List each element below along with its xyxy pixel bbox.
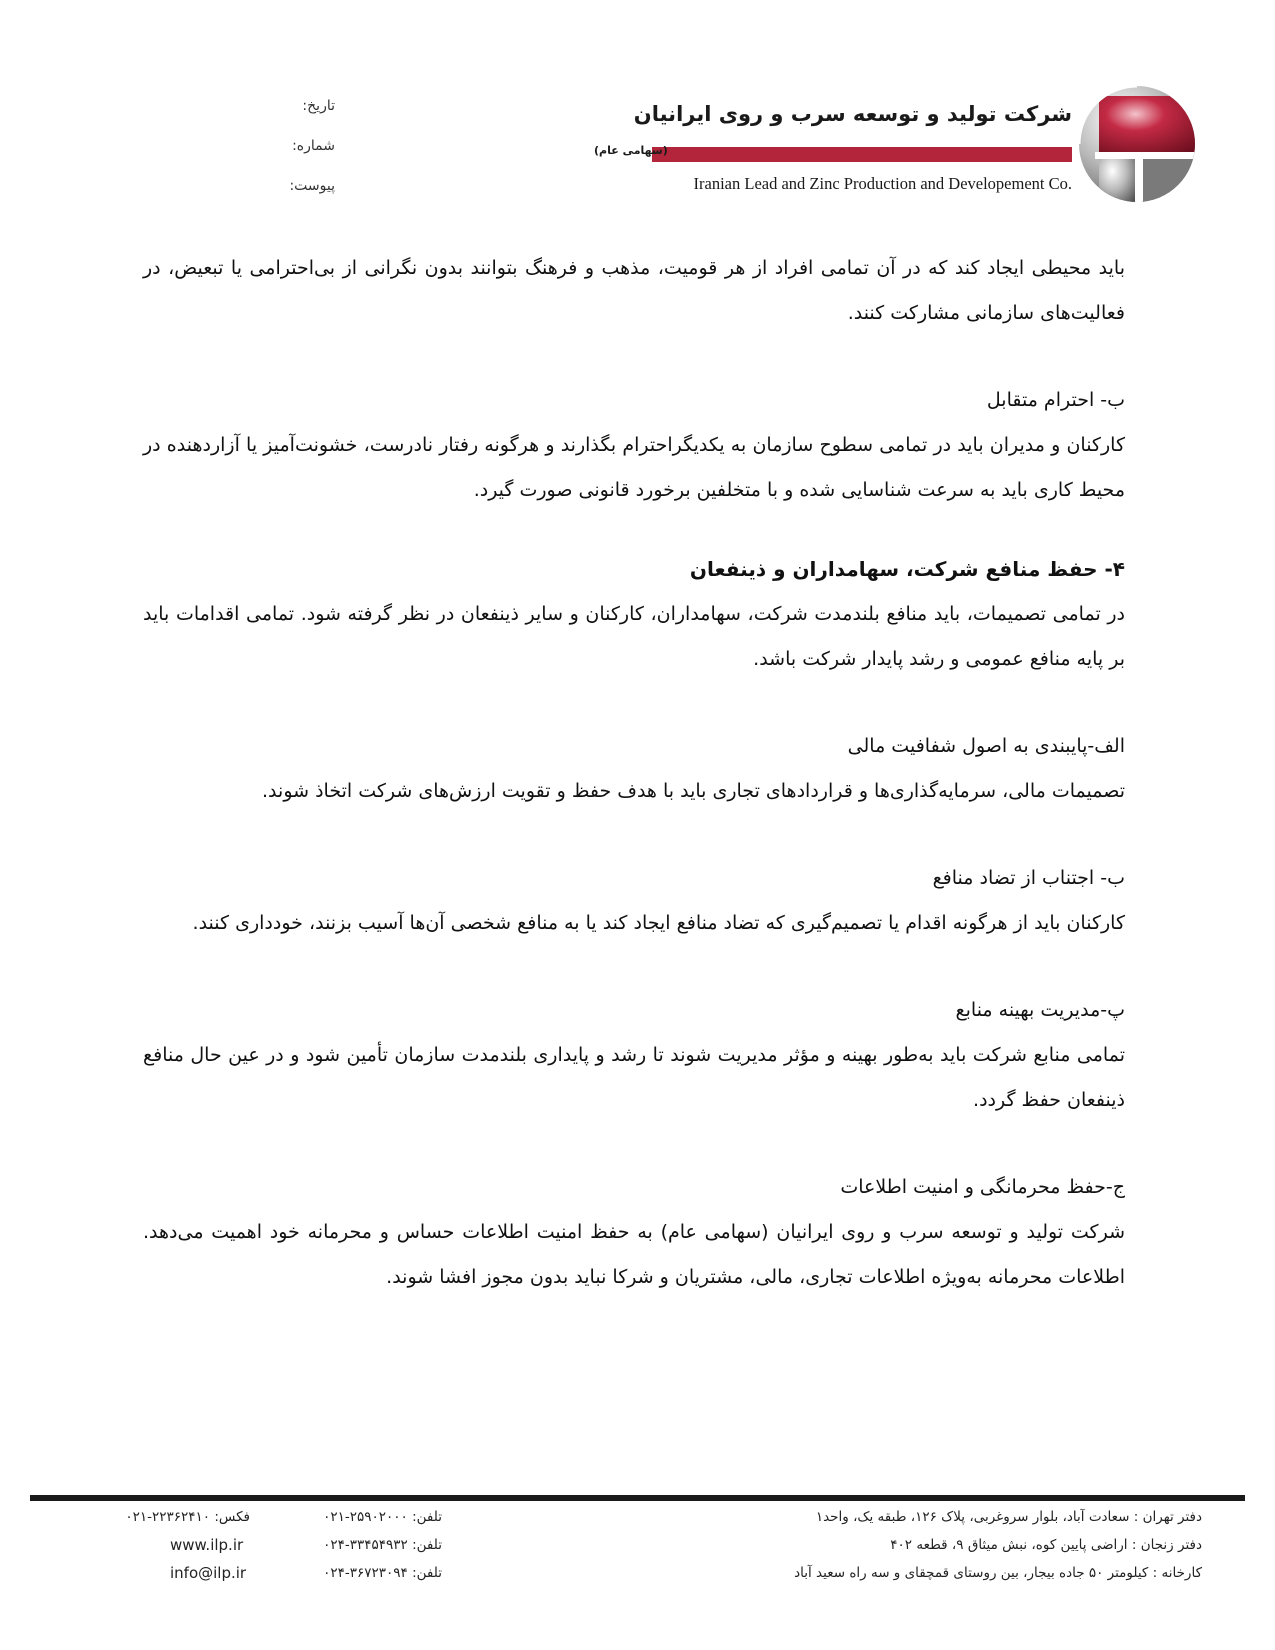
- phone-factory: ۰۲۴-۳۶۷۲۳۰۹۴: [323, 1565, 408, 1581]
- section-4-title: ۴- حفظ منافع شرکت، سهامداران و ذینفعان: [689, 557, 1125, 581]
- footer-addresses: [794, 1503, 1202, 1587]
- letter-meta: [245, 96, 335, 216]
- phone-label: تلفن:: [412, 1537, 442, 1553]
- number-label: شماره:: [292, 138, 335, 154]
- resource-management-text: تمامی منابع شرکت باید به‌طور بهینه و مؤثر مدیریت شوند تا رشد و پایداری بلندمدت سازمان تأمین شود و در عین حال منافع ذینفعان حفظ گردد.: [143, 1044, 1125, 1111]
- brand-red-bar: [652, 147, 1072, 162]
- document-body: [143, 246, 1125, 1300]
- email-link[interactable]: info@ilp.ir: [170, 1564, 247, 1582]
- footer-phones: [323, 1503, 442, 1587]
- financial-transparency-text: تصمیمات مالی، سرمایه‌گذاری‌ها و قراردادهای تجاری باید با هدف حفظ و تقویت ارزش‌های شرکت اتخاذ شوند.: [262, 780, 1125, 802]
- footer-fax: [125, 1503, 250, 1531]
- mutual-respect-text: کارکنان و مدیران باید در تمامی سطوح سازمان به یکدیگراحترام بگذارند و هرگونه رفتار نادرست، خشونت‌آمیز یا آزاردهنده در محیط کاری باید به سرعت شناسایی شده و با متخلفین برخورد قانونی صورت گیرد.: [143, 434, 1125, 501]
- fax-number: ۰۲۱-۲۲۳۶۲۴۱۰: [125, 1509, 211, 1525]
- company-name-en: Iranian Lead and Zinc Production and Developement Co.: [693, 174, 1072, 193]
- address-factory: کارخانه : کیلومتر ۵۰ جاده بیجار، بین روستای قمچقای و سه راه سعید آباد: [794, 1565, 1202, 1581]
- company-subtitle: (سهامی عام): [594, 144, 668, 157]
- section-4-text: در تمامی تصمیمات، باید منافع بلندمدت شرکت، سهامداران، کارکنان و سایر ذینفعان در نظر گرفته شود. تمامی اقدامات باید بر پایه منافع عمومی و رشد پایدار شرکت باشد.: [143, 603, 1125, 670]
- conflict-of-interest-heading: ب- اجتناب از تضاد منافع: [932, 867, 1125, 889]
- company-header: [592, 100, 1072, 200]
- financial-transparency-heading: الف-پایبندی به اصول شفافیت مالی: [847, 735, 1125, 757]
- website-link[interactable]: www.ilp.ir: [170, 1536, 244, 1554]
- footer-contact: [170, 1531, 246, 1587]
- company-logo: [1075, 82, 1203, 206]
- fax-label: فکس:: [214, 1509, 250, 1525]
- date-label: تاریخ:: [302, 98, 335, 114]
- resource-management-heading: پ-مدیریت بهینه منابع: [955, 999, 1125, 1021]
- attachment-label: پیوست:: [289, 178, 335, 194]
- address-zanjan: دفتر زنجان : اراضی پایین کوه، نبش میثاق ۹، قطعه ۴۰۲: [890, 1537, 1202, 1553]
- company-name-fa: شرکت تولید و توسعه سرب و روی ایرانیان: [633, 102, 1072, 126]
- intro-paragraph: باید محیطی ایجاد کند که در آن تمامی افراد از هر قومیت، مذهب و فرهنگ بتوانند بدون نگرانی از بی‌احترامی یا تبعیض، در فعالیت‌های سازمانی مشارکت کنند.: [143, 257, 1125, 324]
- conflict-of-interest-text: کارکنان باید از هرگونه اقدام یا تصمیم‌گیری که تضاد منافع ایجاد کند یا به منافع شخصی آن‌ها آسیب بزنند، خودداری کنند.: [192, 912, 1125, 934]
- phone-label: تلفن:: [412, 1565, 442, 1581]
- mutual-respect-heading: ب- احترام متقابل: [986, 389, 1125, 411]
- phone-label: تلفن:: [412, 1509, 442, 1525]
- confidentiality-text: شرکت تولید و توسعه سرب و روی ایرانیان (سهامی عام) به حفظ امنیت اطلاعات حساس و محرمانه خود اهمیت می‌دهد. اطلاعات محرمانه به‌ویژه اطلاعات تجاری، مالی، مشتریان و شرکا نباید بدون مجوز افشا شوند.: [143, 1221, 1125, 1288]
- phone-zanjan: ۰۲۴-۳۳۴۵۴۹۳۲: [323, 1537, 408, 1553]
- footer-divider: [30, 1495, 1245, 1501]
- confidentiality-heading: ج-حفظ محرمانگی و امنیت اطلاعات: [840, 1176, 1125, 1198]
- phone-tehran: ۰۲۱-۲۵۹۰۲۰۰۰: [323, 1509, 408, 1525]
- address-tehran: دفتر تهران : سعادت آباد، بلوار سروغربی، پلاک ۱۲۶، طبقه یک، واحد۱: [815, 1509, 1202, 1525]
